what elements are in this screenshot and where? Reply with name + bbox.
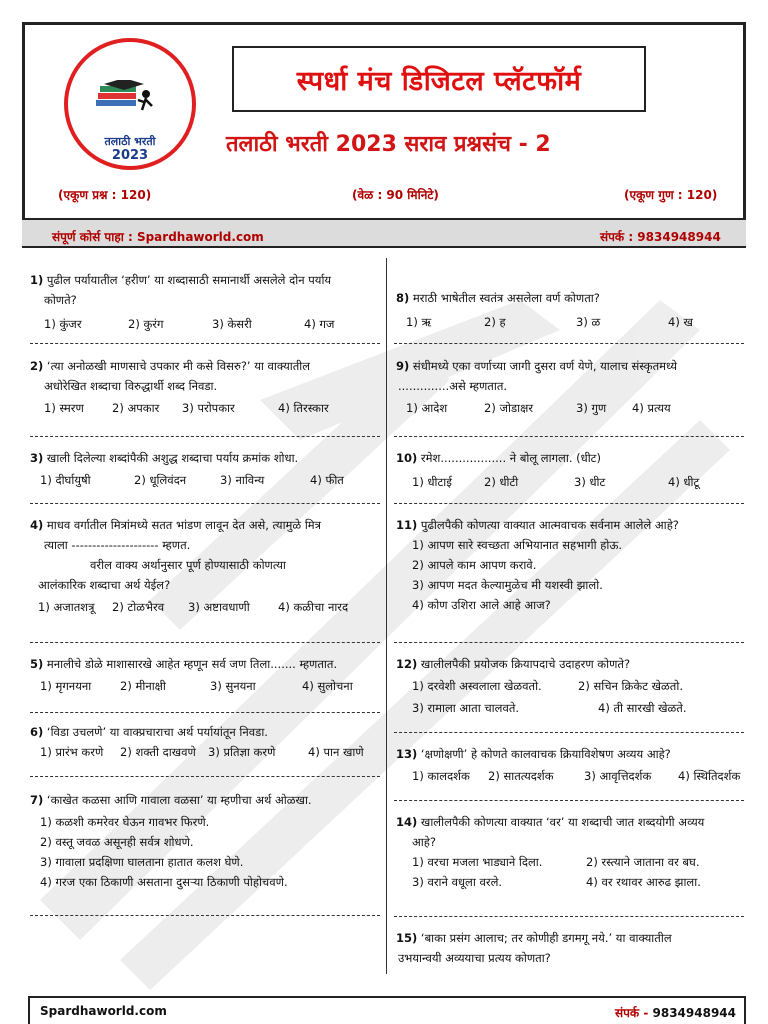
question-14: 14) खालीलपैकी कोणत्या वाक्यात ‘वर’ या शब्दाची जात शब्दयोगी अव्यय आहे? 1) वरचा मजला भाड्याने दिला. 2) रस्त्याने जाताना वर बघ. 3) वराने वधूला वरले. 4) वर रथावर आरुढ झाला. bbox=[396, 815, 705, 889]
question-9: 9) संधीमध्ये एका वर्णाच्या जागी दुसरा वर्ण येणे, यालाच संस्कृतमध्ये ..............असे म्हणतात. 1) आदेश 2) जोडाक्षर 3) गुण 4) प्रत्यय bbox=[396, 359, 678, 415]
total-questions: (एकूण प्रश्न : 120) bbox=[58, 188, 152, 202]
books-icon bbox=[94, 80, 156, 116]
logo-line2: 2023 bbox=[111, 148, 149, 163]
page-subtitle: तलाठी भरती 2023 सराव प्रश्नसंच - 2 bbox=[226, 132, 551, 157]
title-box bbox=[232, 46, 646, 112]
question-10: 10) रमेश.................. ने बोलू लागला. (धीट) 1) धीटाई 2) धीटी 3) धीट 4) धीटू bbox=[396, 451, 700, 489]
question-7: 7) ‘काखेत कळसा आणि गावाला वळसा’ या म्हणीचा अर्थ ओळखा. 1) कळशी कमरेवर घेऊन गावभर फिरणे. 2) वस्तू जवळ असूनही सर्वत्र शोधणे. 3) गावाला प्रदक्षिणा घालताना हातात कलश घेणे. 4) गरज एका ठिकाणी असताना दुसऱ्या ठिकाणी पोहोचवणे. bbox=[30, 793, 312, 889]
question-1: 1) पुढील पर्यायातील ‘हरीण’ या शब्दासाठी समानार्थी असलेले दोन पर्याय कोणते? 1) कुंजर 2) कुरंग 3) केसरी 4) गज bbox=[30, 273, 335, 331]
question-5: 5) मनालीचे डोळे माशासारखे आहेत म्हणून सर्व जण तिला....... म्हणतात. 1) मृगनयना 2) मीनाक्षी 3) सुनयना 4) सुलोचना bbox=[30, 657, 353, 693]
column-divider bbox=[386, 258, 387, 974]
question-6: 6) ‘विडा उचलणे’ या वाक्प्रचाराचा अर्थ पर्यायांतून निवडा. 1) प्रारंभ करणे 2) शक्ती दाखवणे 3) प्रतिज्ञा करणे 4) पान खाणे bbox=[30, 725, 364, 759]
course-link[interactable]: संपूर्ण कोर्स पाहा : Spardhaworld.com bbox=[52, 230, 264, 244]
total-marks: (एकूण गुण : 120) bbox=[624, 188, 718, 202]
footer bbox=[28, 996, 746, 1024]
question-15: 15) ‘बाका प्रसंग आलाच; तर कोणीही डगमगू नये.’ या वाक्यातील उभयान्वयी अव्ययाचा प्रत्यय कोणता? bbox=[396, 931, 672, 965]
question-12: 12) खालीलपैकी प्रयोजक क्रियापदाचे उदाहरण कोणते? 1) दरवेशी अस्वलाला खेळवतो. 2) सचिन क्रिकेट खेळतो. 3) रामाला आता चालवते. 4) ती सारखी खेळते. bbox=[396, 657, 687, 715]
exam-time: (वेळ : 90 मिनिटे) bbox=[352, 188, 439, 202]
question-11: 11) पुढीलपैकी कोणत्या वाक्यात आत्मवाचक सर्वनाम आलेले आहे? 1) आपण सारे स्वच्छता अभियानात सहभागी होऊ. 2) आपले काम आपण करावे. 3) आपण मदत केल्यामुळेच मी यशस्वी झालो. 4) कोण उशिरा आले आहे आज? bbox=[396, 518, 679, 612]
question-2: 2) ‘त्या अनोळखी माणसाचे उपकार मी कसे विसरु?’ या वाक्यातील अधोरेखित शब्दाचा विरुद्धार्थी शब्द निवडा. 1) स्मरण 2) अपकार 3) परोपकार 4) तिरस्कार bbox=[30, 359, 329, 415]
question-3: 3) खाली दिलेल्या शब्दांपैकी अशुद्ध शब्दाचा पर्याय क्रमांक शोधा. 1) दीर्घायुषी 2) धूलिवंदन 3) नाविन्य 4) फीत bbox=[30, 451, 344, 487]
footer-contact: संपर्क - 9834948944 bbox=[615, 1006, 736, 1020]
question-8: 8) मराठी भाषेतील स्वतंत्र असलेला वर्ण कोणता? 1) ऋ 2) ह 3) ळ 4) ख bbox=[396, 291, 693, 329]
contact-number: संपर्क : 9834948944 bbox=[600, 230, 721, 244]
page-title: स्पर्धा मंच डिजिटल प्लॅटफॉर्म bbox=[296, 65, 582, 97]
question-4: 4) माधव वर्गातील मित्रांमध्ये सतत भांडण लावून देत असे, त्यामुळे मित्र त्याला --------------------- म्हणत. वरील वाक्य अर्थानुसार पूर्ण होण्यासाठी कोणत्या आलंकारिक शब्दाचा अर्थ येईल? 1) अजातशत्रू 2) टोळभैरव 3) अष्टावधाणी 4) कळीचा नारद bbox=[30, 518, 349, 614]
footer-site[interactable]: Spardhaworld.com bbox=[40, 1004, 167, 1018]
logo-line1: तलाठी भरती bbox=[104, 135, 156, 148]
question-13: 13) ‘क्षणोक्षणी’ हे कोणते कालवाचक क्रियाविशेषण अव्यय आहे? 1) कालदर्शक 2) सातत्यदर्शक 3) आवृत्तिदर्शक 4) स्थितिदर्शक bbox=[396, 747, 741, 783]
logo bbox=[64, 38, 196, 170]
course-bar bbox=[22, 218, 746, 248]
